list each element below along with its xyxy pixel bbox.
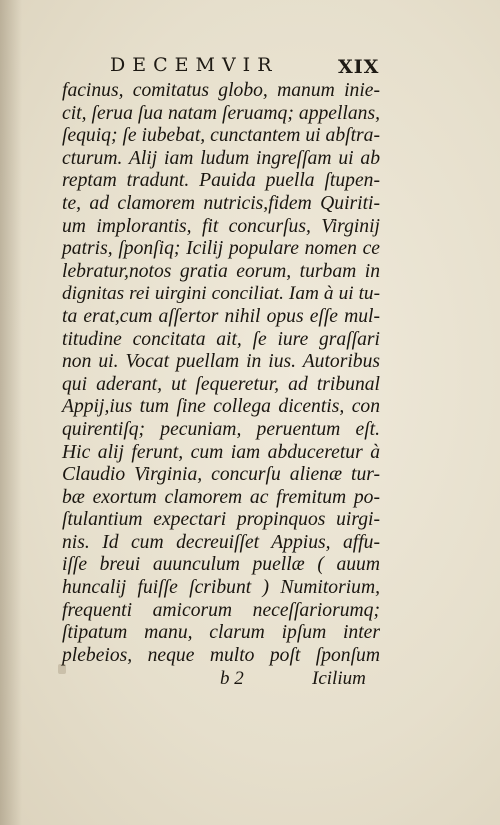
text-line: lebratur,notos gratia eorum, turbam in bbox=[62, 260, 380, 282]
text-line: huncalij fuiſſe ſcribunt ) Numitorium, bbox=[62, 577, 380, 599]
text-line: ſtipatum manu, clarum ipſum inter bbox=[62, 622, 380, 644]
text-line: plebeios, neque multo poſt ſponſum bbox=[62, 644, 380, 666]
signature-mark: b 2 bbox=[220, 668, 244, 689]
text-line: um implorantis, fit concurſus, Virginij bbox=[62, 215, 380, 237]
text-line: ſequiq; ſe iubebat, cunctantem ui abſtra- bbox=[62, 125, 380, 147]
text-line: cit, ſerua ſua natam ſeruamq; appellans, bbox=[62, 102, 380, 124]
text-line: Claudio Virginia, concurſu alienæ tur- bbox=[62, 464, 380, 486]
text-line: bæ exortum clamorem ac fremitum po- bbox=[62, 486, 380, 508]
text-line: ta erat,cum aſſertor nihil opus eſſe mul- bbox=[62, 305, 380, 327]
text-line: Hic alij ferunt, cum iam abduceretur à bbox=[62, 441, 380, 463]
gutter-shadow bbox=[0, 0, 22, 825]
text-line: frequenti amicorum neceſſariorumq; bbox=[62, 599, 380, 621]
text-line: cturum. Alij iam ludum ingreſſam ui ab bbox=[62, 147, 380, 169]
text-line: quirentiſq; pecuniam, peruentum eſt. bbox=[62, 418, 380, 440]
text-line: ſtulantium expectari propinquos uirgi- bbox=[62, 509, 380, 531]
catchword: Icilium bbox=[312, 668, 366, 689]
text-line: reptam tradunt. Pauida puella ſtupen- bbox=[62, 170, 380, 192]
text-line: qui aderant, ut ſequeretur, ad tribunal bbox=[62, 373, 380, 395]
running-title: DECEMVIR bbox=[110, 54, 279, 76]
text-line: dignitas rei uirgini conciliat. Iam à ui tu- bbox=[62, 283, 380, 305]
text-line: non ui. Vocat puellam in ius. Autoribus bbox=[62, 351, 380, 373]
folio-number: XIX bbox=[338, 56, 380, 78]
page-header bbox=[0, 52, 500, 82]
text-line: Appij,ius tum ſine collega dicentis, con bbox=[62, 396, 380, 418]
page-footer bbox=[0, 668, 500, 694]
text-line: titudine concitata ait, ſe iure graſſari bbox=[62, 328, 380, 350]
text-line: iſſe breui auunculum puellæ ( auum bbox=[62, 554, 380, 576]
text-line: nis. Id cum decreuiſſet Appius, affu- bbox=[62, 531, 380, 553]
text-line: te, ad clamorem nutricis,fidem Quiriti- bbox=[62, 192, 380, 214]
text-line: facinus, comitatus globo, manum inie- bbox=[62, 80, 380, 101]
body-text bbox=[62, 80, 380, 667]
text-line: patris, ſponſiq; Icilij populare nomen ce bbox=[62, 238, 380, 260]
